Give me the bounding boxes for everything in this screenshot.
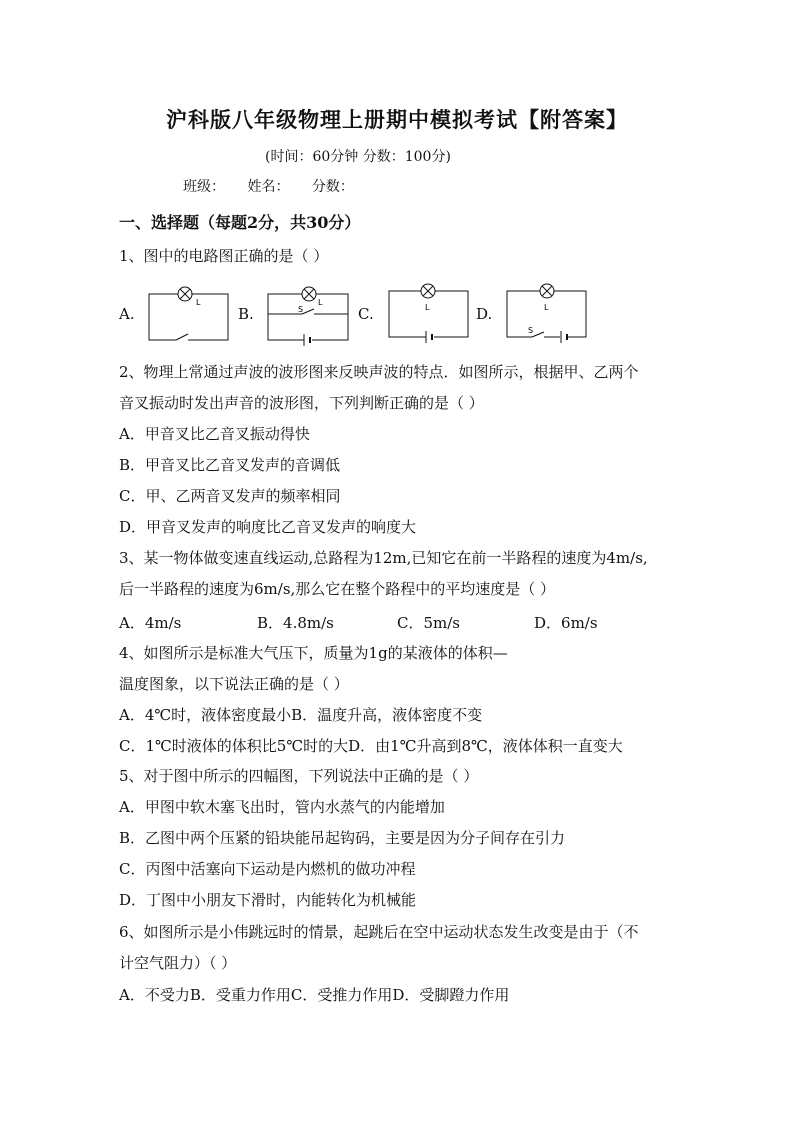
switch-label: S bbox=[298, 305, 304, 314]
q5-option-d: D．丁图中小朋友下滑时，内能转化为机械能 bbox=[119, 891, 417, 909]
question-6-stem-line1: 6、如图所示是小伟跳远时的情景，起跳后在空中运动状态发生改变是由于（不 bbox=[119, 923, 639, 941]
page-title: 沪科版八年级物理上册期中模拟考试【附答案】 bbox=[166, 107, 628, 132]
q5-option-a: A．甲图中软木塞飞出时，管内水蒸气的内能增加 bbox=[119, 798, 445, 816]
student-info-row bbox=[183, 176, 354, 196]
q3-option-d: D．6m/s bbox=[534, 614, 598, 632]
q4-options-line1: A．4℃时，液体密度最小B．温度升高，液体密度不变 bbox=[119, 706, 483, 724]
question-3-stem-line2: 后一半路程的速度为6m/s,那么它在整个路程中的平均速度是（ ） bbox=[119, 580, 556, 598]
question-4-stem-line2: 温度图象，以下说法正确的是（ ） bbox=[119, 675, 349, 693]
lamp-label: L bbox=[196, 298, 201, 307]
section-heading-choice: 一、选择题（每题2分，共30分） bbox=[119, 213, 361, 232]
switch-label: S bbox=[528, 326, 534, 335]
question-3-stem-line1: 3、某一物体做变速直线运动,总路程为12m,已知它在前一半路程的速度为4m/s, bbox=[119, 549, 648, 567]
q1-circuit-c-diagram bbox=[388, 283, 470, 341]
lamp-label: L bbox=[544, 303, 549, 312]
question-1-stem: 1、图中的电路图正确的是（ ） bbox=[119, 247, 329, 265]
lamp-label: L bbox=[318, 298, 323, 307]
lamp-label: L bbox=[425, 303, 430, 312]
q6-options-line: A．不受力B．受重力作用C．受推力作用D．受脚蹬力作用 bbox=[119, 986, 510, 1004]
q5-option-b: B．乙图中两个压紧的铅块能吊起钩码，主要是因为分子间存在引力 bbox=[119, 829, 566, 847]
class-field-label: 班级： bbox=[183, 179, 225, 195]
name-field-label: 姓名： bbox=[247, 179, 290, 195]
q5-option-c: C．丙图中活塞向下运动是内燃机的做功冲程 bbox=[119, 860, 416, 878]
q1-option-d-label: D. bbox=[476, 305, 493, 323]
question-2-stem-line2: 音叉振动时发出声音的波形图，下列判断正确的是（ ） bbox=[119, 394, 484, 412]
q2-option-d: D．甲音叉发声的响度比乙音叉发声的响度大 bbox=[119, 518, 417, 536]
question-2-stem-line1: 2、物理上常通过声波的波形图来反映声波的特点．如图所示，根据甲、乙两个 bbox=[119, 363, 639, 381]
q2-option-c: C．甲、乙两音叉发声的频率相同 bbox=[119, 487, 341, 505]
q2-option-b: B．甲音叉比乙音叉发声的音调低 bbox=[119, 456, 341, 474]
question-6-stem-line2: 计空气阻力）（ ） bbox=[119, 954, 237, 972]
exam-subtitle: (时间：60分钟 分数：100分) bbox=[265, 149, 451, 165]
q4-options-line2: C．1℃时液体的体积比5℃时的大D．由1℃升高到8℃，液体体积一直变大 bbox=[119, 737, 623, 755]
q1-circuit-a-diagram bbox=[148, 286, 230, 342]
q3-option-b: B．4.8m/s bbox=[257, 614, 334, 632]
question-4-stem-line1: 4、如图所示是标准大气压下，质量为1g的某液体的体积— bbox=[119, 644, 508, 662]
q3-option-c: C．5m/s bbox=[397, 614, 460, 632]
q1-circuit-b-diagram bbox=[266, 286, 350, 344]
q1-option-c-label: C. bbox=[358, 305, 374, 323]
q1-option-a-label: A. bbox=[119, 305, 135, 323]
q2-option-a: A．甲音叉比乙音叉振动得快 bbox=[119, 425, 310, 443]
q3-option-a: A．4m/s bbox=[119, 614, 182, 632]
score-field-label: 分数： bbox=[311, 179, 354, 195]
q1-circuit-d-diagram bbox=[506, 283, 588, 341]
q1-option-b-label: B. bbox=[238, 305, 254, 323]
question-5-stem: 5、对于图中所示的四幅图，下列说法中正确的是（ ） bbox=[119, 767, 479, 785]
